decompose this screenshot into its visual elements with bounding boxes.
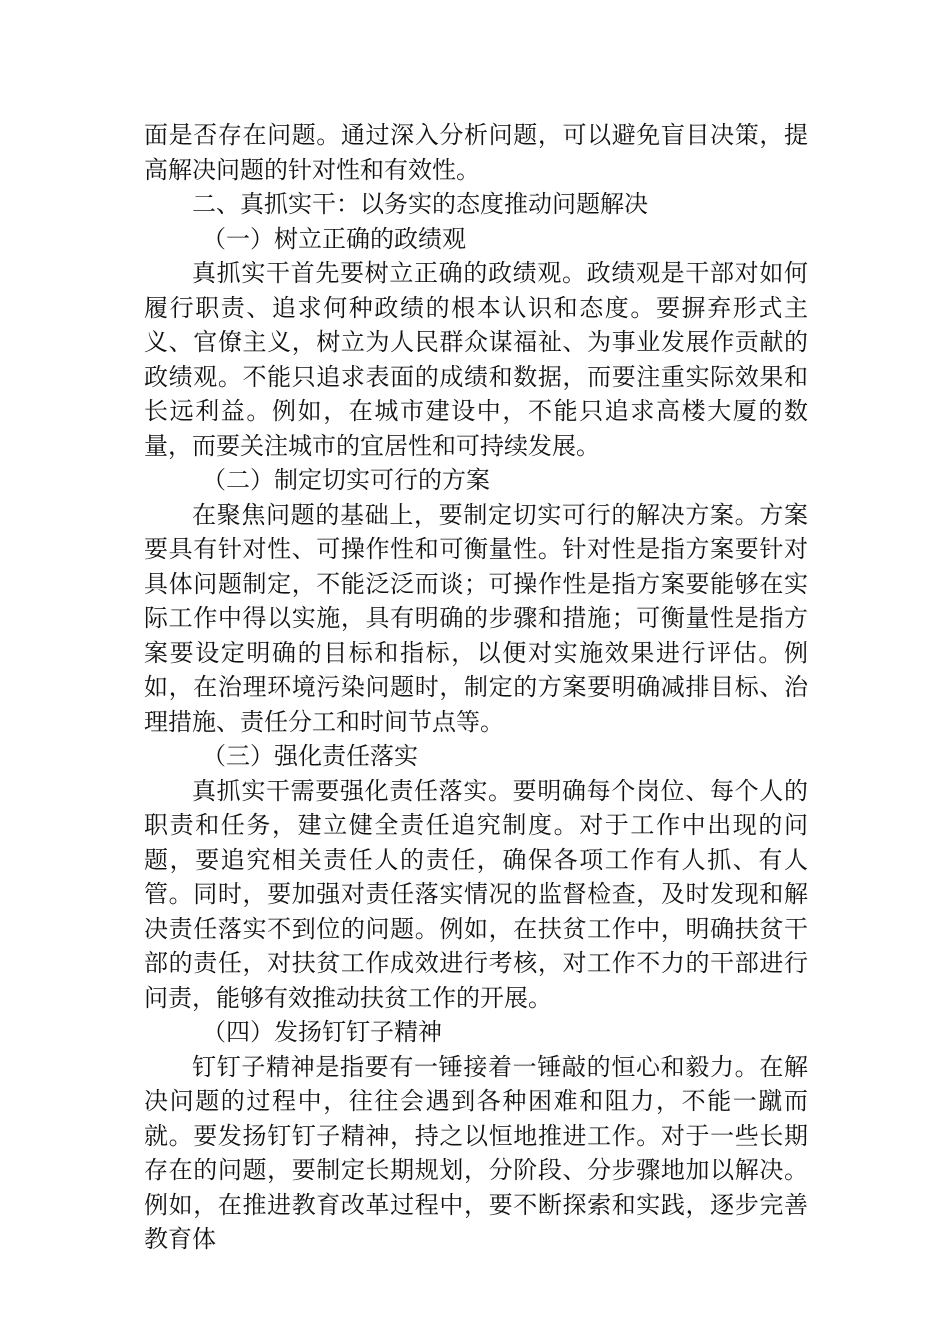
paragraph-1: 真抓实干首先要树立正确的政绩观。政绩观是干部对如何履行职责、追求何种政绩的根本认识和态度。要摒弃形式主义、官僚主义，树立为人民群众谋福祉、为事业发展作贡献的政绩观。不能只追求表面的成绩和数据，而要注重实际效果和长远利益。例如，在城市建设中，不能只追求高楼大厦的数量，而要关注城市的宜居性和可持续发展。 — [144, 259, 808, 460]
subsection-heading-2: （二）制定切实可行的方案 — [202, 466, 490, 494]
paragraph-3: 真抓实干需要强化责任落实。要明确每个岗位、每个人的职责和任务，建立健全责任追究制度。对于工作中出现的问题，要追究相关责任人的责任，确保各项工作有人抓、有人管。同时，要加强对责任落实情况的监督检查，及时发现和解决责任落实不到位的问题。例如，在扶贫工作中，明确扶贫干部的责任，对扶贫工作成效进行考核，对工作不力的干部进行问责，能够有效推动扶贫工作的开展。 — [144, 776, 808, 1012]
paragraph-2: 在聚焦问题的基础上，要制定切实可行的解决方案。方案要具有针对性、可操作性和可衡量性。针对性是指方案要针对具体问题制定，不能泛泛而谈；可操作性是指方案要能够在实际工作中得以实施，具有明确的步骤和措施；可衡量性是指方案要设定明确的目标和指标，以便对实施效果进行评估。例如，在治理环境污染问题时，制定的方案要明确减排目标、治理措施、责任分工和时间节点等。 — [144, 500, 808, 736]
subsection-heading-4: （四）发扬钉钉子精神 — [202, 1018, 442, 1046]
subsection-heading-1: （一）树立正确的政绩观 — [202, 224, 466, 253]
document-page — [144, 118, 808, 1257]
paragraph-continuation: 面是否存在问题。通过深入分析问题，可以避免盲目决策，提高解决问题的针对性和有效性。 — [144, 121, 808, 184]
paragraph-4: 钉钉子精神是指要有一锤接着一锤敲的恒心和毅力。在解决问题的过程中，往往会遇到各种困难和阻力，不能一蹴而就。要发扬钉钉子精神，持之以恒地推进工作。对于一些长期存在的问题，要制定长期规划，分阶段、分步骤地加以解决。例如，在推进教育改革过程中，要不断探索和实践，逐步完善教育体 — [144, 1052, 808, 1253]
section-heading: 二、真抓实干：以务实的态度推动问题解决 — [192, 190, 648, 218]
subsection-heading-3: （三）强化责任落实 — [202, 742, 418, 770]
